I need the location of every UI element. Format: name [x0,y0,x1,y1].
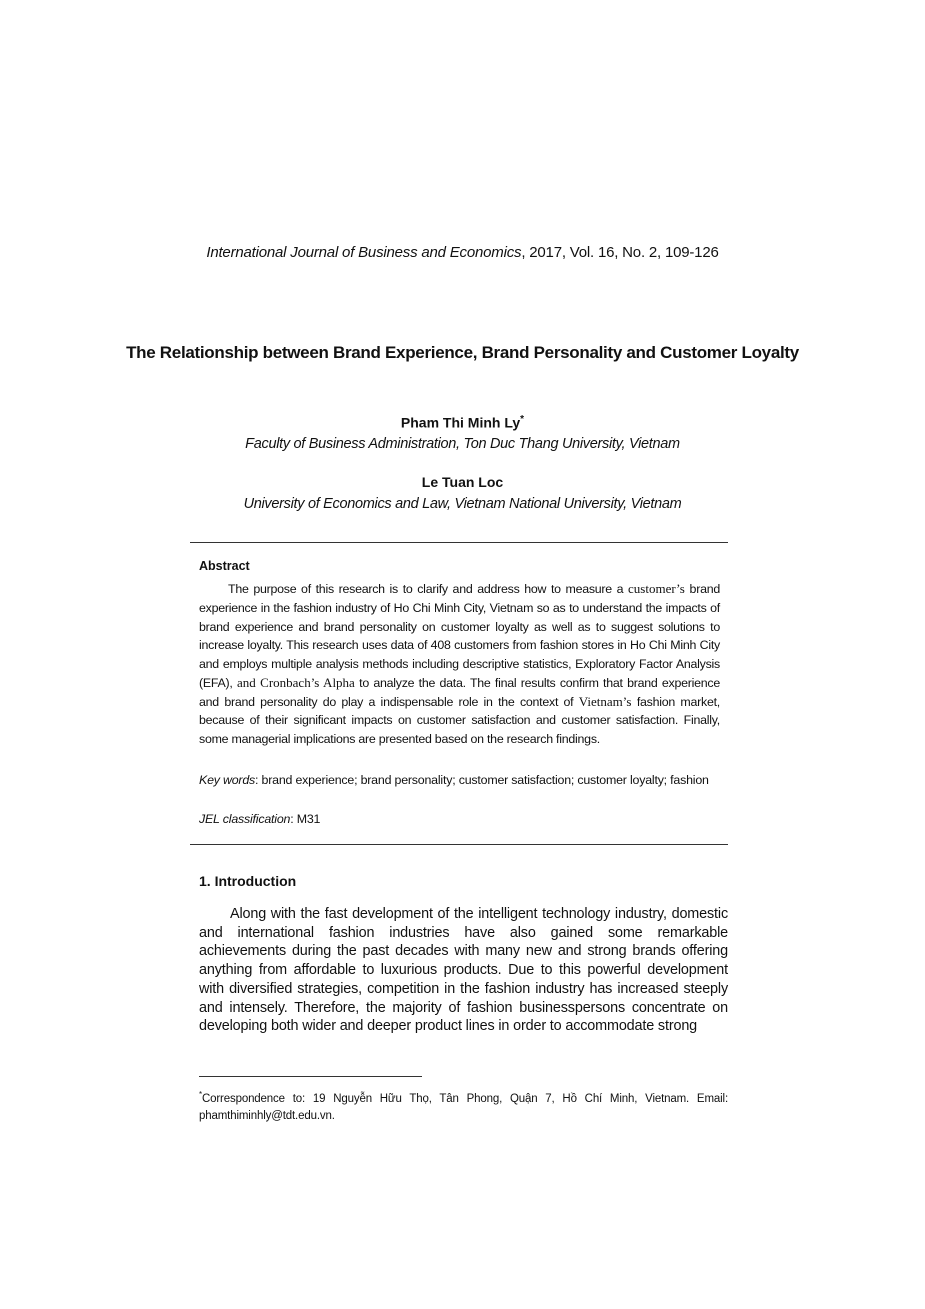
introduction-paragraph: Along with the fast development of the intelligent technology industry, domestic and international fashion industries have also gained some remarkable achievements during the past decades with many new and strong brands offering anything from affordable to luxurious products. Due to this powerful development with diversified strategies, competition in the fashion industry has increased steeply and intensely. Therefore, the majority of fashion businesspersons concentrate on developing both wider and deeper product lines in order to accommodate strong [199,906,728,1035]
keywords [199,771,720,790]
footnote-text: Correspondence to: 19 Nguyễn Hữu Thọ, Tân Phong, Quận 7, Hồ Chí Minh, Vietnam. Email: phamthiminhly@tdt.edu.vn. [199,1092,728,1122]
author-2-affiliation: University of Economics and Law, Vietnam National University, Vietnam [243,496,682,512]
section-heading-introduction: 1. Introduction [199,873,297,889]
abstract-text-part: The purpose of this research is to clarify and address how to measure a [228,582,629,596]
author-2-name: Le Tuan Loc [421,474,504,490]
paper-title: The Relationship between Brand Experience, Brand Personality and Customer Loyalty [126,343,799,362]
abstract-text-part: to analyze the data. The final results confirm that brand experience and brand personality do play a indispensable role in the context of [199,675,720,709]
journal-citation [0,244,925,261]
abstract-bottom-rule [190,844,728,845]
abstract-text-part: fashion market, because of their significant impacts on customer satisfaction and customer satisfaction. Finally, some managerial implications are presented based on the research findings. [199,694,720,746]
abstract-text-part: and Cronbach’s Alpha [236,674,355,690]
jel-text: : M31 [290,812,321,826]
abstract-text-part: brand experience in the fashion industry of Ho Chi Minh City, Vietnam so as to understand the impacts of brand experience and brand personality on customer loyalty as well as to suggest solutions to increase loyalty. This research uses data of 408 customers from fashion stores in Ho Chi Minh City and employs multiple analysis methods including descriptive statistics, Exploratory Factor Analysis (EFA), [199,582,720,690]
jel-classification [199,812,320,826]
author-2 [0,474,925,490]
author-1-footnote-mark[interactable]: * [520,414,525,425]
keywords-label: Key words [199,773,256,787]
abstract-top-rule [190,542,728,543]
abstract-text-part: Vietnam’s [578,693,632,709]
abstract-text-part: customer’s [628,581,685,596]
journal-name: International Journal of Business and Economics [206,244,522,261]
jel-label: JEL classification [199,812,291,826]
abstract-heading: Abstract [199,559,250,573]
author-1-affiliation: Faculty of Business Administration, Ton Duc Thang University, Vietnam [245,436,680,452]
footnote-mark: * [199,1090,202,1099]
abstract-text [199,580,720,749]
footnote [199,1086,728,1125]
author-1-name: Pham Thi Minh Ly [400,414,521,431]
footnote-rule [199,1076,422,1077]
keywords-text: : brand experience; brand personality; customer satisfaction; customer loyalty; fashion [255,773,709,787]
citation-details: , 2017, Vol. 16, No. 2, 109-126 [521,244,719,261]
author-1 [0,414,925,431]
